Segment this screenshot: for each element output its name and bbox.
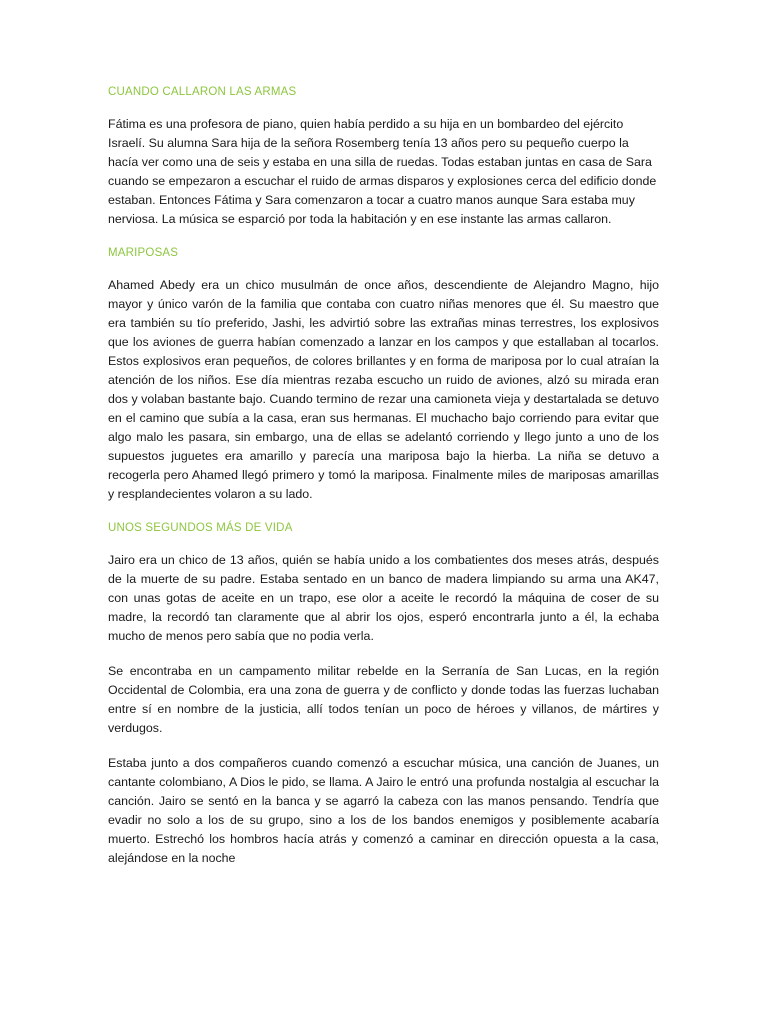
- document-page: [108, 84, 659, 884]
- section-paragraph: Ahamed Abedy era un chico musulmán de once años, descendiente de Alejandro Magno, hijo mayor y único varón de la familia que contaba con cuatro niñas menores que él. Su maestro que era también su tío preferido, Jashi, les advirtió sobre las extrañas minas terrestres, los explosivos que los aviones de guerra habían comenzado a lanzar en los campos y que estallaban al tocarlos. Estos explosivos eran pequeños, de colores brillantes y en forma de mariposa por lo cual atraían la atención de los niños. Ese día mientras rezaba escucho un ruido de aviones, alzó su mirada eran dos y volaban bastante bajo. Cuando termino de rezar una camioneta vieja y destartalada se detuvo en el camino que subía a la casa, eran sus hermanas. El muchacho bajo corriendo para evitar que algo malo les pasara, sin embargo, una de ellas se adelantó corriendo y llego junto a uno de los supuestos juguetes era amarillo y parecía una mariposa bajo la hierba. La niña se detuvo a recogerla pero Ahamed llegó primero y tomó la mariposa. Finalmente miles de mariposas amarillas y resplandecientes volaron a su lado.: [108, 278, 659, 501]
- section-heading: MARIPOSAS: [108, 247, 179, 259]
- section-cuando-callaron-las-armas: [108, 84, 659, 229]
- section-paragraph: Fátima es una profesora de piano, quien había perdido a su hija en un bombardeo del ejército Israelí. Su alumna Sara hija de la señora Rosemberg tenía 13 años pero su pequeño cuerpo la hacía ver como una de seis y estaba en una silla de ruedas. Todas estaban juntas en casa de Sara cuando se empezaron a escuchar el ruido de armas disparos y explosiones cerca del edificio donde estaban. Entonces Fátima y Sara comenzaron a tocar a cuatro manos aunque Sara estaba muy nerviosa. La música se esparció por toda la habitación y en ese instante las armas callaron.: [108, 117, 657, 226]
- section-paragraph: Estaba junto a dos compañeros cuando comenzó a escuchar música, una canción de Juanes, un cantante colombiano, A Dios le pido, se llama. A Jairo le entró una profunda nostalgia al escuchar la canción. Jairo se sentó en la banca y se agarró la cabeza con las manos pensando. Tendría que evadir no solo a los de su grupo, sino a los de los bandos enemigos y posiblemente acabaría muerto. Estrechó los hombros hacía atrás y comenzó a caminar en dirección opuesta a la casa, alejándose en la noche: [108, 756, 659, 865]
- section-paragraph: Jairo era un chico de 13 años, quién se había unido a los combatientes dos meses atrás, después de la muerte de su padre. Estaba sentado en un banco de madera limpiando su arma una AK47, con unas gotas de aceite en un trapo, ese olor a aceite le recordó la máquina de coser de su madre, la recordó tan claramente que al abrir los ojos, esperó encontrarla junto a él, la echaba mucho de menos pero sabía que no podia verla.: [108, 553, 659, 643]
- section-unos-segundos-mas-de-vida: [108, 520, 659, 868]
- section-heading: CUANDO CALLARON LAS ARMAS: [108, 86, 297, 98]
- section-heading: UNOS SEGUNDOS MÁS DE VIDA: [108, 522, 293, 534]
- section-mariposas: [108, 245, 659, 504]
- section-paragraph: Se encontraba en un campamento militar rebelde en la Serranía de San Lucas, en la región Occidental de Colombia, era una zona de guerra y de conflicto y donde todas las fuerzas luchaban entre sí en nombre de la justicia, allí todos tenían un poco de héroes y villanos, de mártires y verdugos.: [108, 664, 659, 735]
